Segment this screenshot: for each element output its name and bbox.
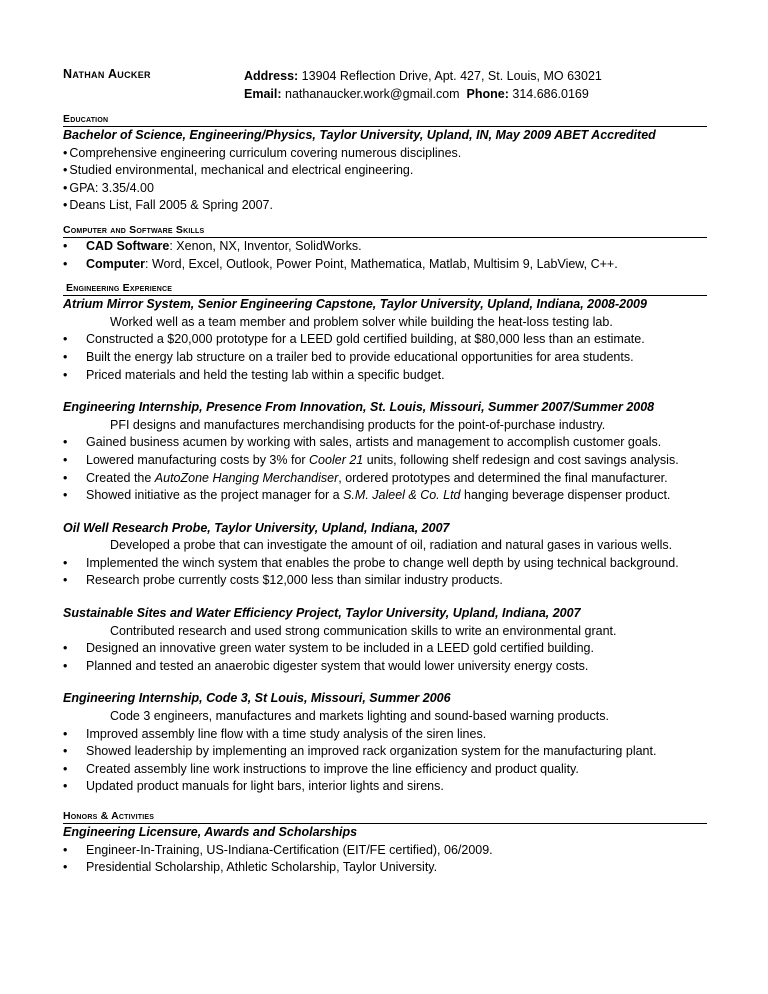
- skill-label: Computer: [86, 256, 146, 271]
- email-label: Email:: [244, 87, 282, 101]
- honors-heading: Engineering Licensure, Awards and Scholarships: [63, 825, 358, 839]
- bullet-icon: •: [63, 180, 68, 195]
- bullet-icon: •: [63, 779, 68, 794]
- list-item: • Showed leadership by implementing an improved rack organization system for the manufacturing plant.: [63, 743, 707, 761]
- list-item: • Planned and tested an anaerobic digester system that would lower university energy costs.: [63, 658, 707, 676]
- skills-title: Computer and Software Skills: [63, 224, 707, 238]
- job-entry: [63, 399, 707, 505]
- job-heading: Engineering Internship, Code 3, St Louis, Missouri, Summer 2006: [63, 691, 451, 706]
- honors-section: [63, 810, 707, 877]
- bullet-icon: •: [63, 641, 68, 656]
- job-entry: [63, 296, 707, 384]
- candidate-name: Nathan Aucker: [63, 67, 151, 81]
- list-item: [63, 238, 707, 256]
- bullet-icon: •: [63, 470, 68, 485]
- phone-label: Phone:: [466, 87, 509, 101]
- bullet-icon: •: [63, 842, 68, 857]
- education-section: [63, 113, 707, 215]
- list-item: • Created assembly line work instructions to improve the line efficiency and product quality.: [63, 761, 707, 779]
- bullet-icon: •: [63, 435, 68, 450]
- skills-section: [63, 224, 707, 273]
- list-item: • Gained business acumen by working with sales, artists and management to accomplish customer goals.: [63, 434, 707, 452]
- skill-text: : Word, Excel, Outlook, Power Point, Mathematica, Matlab, Multisim 9, LabView, C++.: [145, 256, 618, 271]
- list-item: [63, 256, 707, 274]
- bullet-icon: •: [63, 163, 68, 178]
- list-item: • Lowered manufacturing costs by 3% for Cooler 21 units, following shelf redesign and cost savings analysis.: [63, 452, 707, 470]
- list-item: • Deans List, Fall 2005 & Spring 2007.: [63, 198, 273, 213]
- contact-block: [244, 67, 602, 103]
- job-description: PFI designs and manufactures merchandising products for the point-of-purchase industry.: [110, 417, 606, 432]
- education-title: Education: [63, 113, 707, 127]
- bullet-icon: •: [63, 198, 68, 213]
- job-entry: [63, 690, 707, 796]
- list-item: • Designed an innovative green water system to be included in a LEED gold certified building.: [63, 640, 707, 658]
- bullet-icon: •: [63, 367, 68, 382]
- address-line: [244, 67, 602, 85]
- bullet-icon: •: [63, 452, 68, 467]
- address-label: Address:: [244, 69, 299, 83]
- list-item: • Research probe currently costs $12,000 less than similar industry products.: [63, 572, 707, 590]
- resume-header: [63, 66, 707, 112]
- list-item: • Comprehensive engineering curriculum covering numerous disciplines.: [63, 145, 462, 160]
- job-entry: [63, 605, 707, 675]
- job-description: Contributed research and used strong communication skills to write an environmental grant.: [110, 623, 617, 638]
- job-heading: Engineering Internship, Presence From Innovation, St. Louis, Missouri, Summer 2007/Summer 2008: [63, 400, 655, 415]
- list-item: • Presidential Scholarship, Athletic Scholarship, Taylor University.: [63, 859, 707, 877]
- job-description: Code 3 engineers, manufactures and markets lighting and sound-based warning products.: [110, 709, 609, 724]
- experience-section: [63, 282, 707, 796]
- bullet-icon: •: [63, 573, 68, 588]
- job-description: Worked well as a team member and problem solver while building the heat-loss testing lab.: [110, 314, 613, 329]
- bullet-icon: •: [63, 658, 68, 673]
- experience-title: Engineering Experience: [63, 282, 707, 296]
- job-description: Developed a probe that can investigate the amount of oil, radiation and natural gases in various wells.: [110, 538, 673, 553]
- skill-text: : Xenon, NX, Inventor, SolidWorks.: [169, 238, 362, 253]
- bullet-icon: •: [63, 238, 68, 253]
- job-entry: [63, 520, 707, 590]
- skill-label: CAD Software: [86, 238, 170, 253]
- bullet-icon: •: [63, 145, 68, 160]
- job-heading: Oil Well Research Probe, Taylor University, Upland, Indiana, 2007: [63, 520, 450, 535]
- list-item: • Showed initiative as the project manager for a S.M. Jaleel & Co. Ltd hanging beverage dispenser product.: [63, 487, 707, 505]
- email-phone-line: [244, 85, 602, 103]
- list-item: • Updated product manuals for light bars, interior lights and sirens.: [63, 778, 707, 796]
- degree-heading: Bachelor of Science, Engineering/Physics, Taylor University, Upland, IN, May 2009 ABET Accredited: [63, 128, 656, 142]
- honors-title: Honors & Activities: [63, 810, 707, 824]
- bullet-icon: •: [63, 488, 68, 503]
- list-item: • Constructed a $20,000 prototype for a LEED gold certified building, at $80,000 less than an estimate.: [63, 331, 707, 349]
- job-heading: Atrium Mirror System, Senior Engineering Capstone, Taylor University, Upland, Indiana, 2008-2009: [63, 297, 647, 312]
- address-value: 13904 Reflection Drive, Apt. 427, St. Louis, MO 63021: [301, 69, 602, 83]
- list-item: • Created the AutoZone Hanging Merchandiser, ordered prototypes and determined the final manufacturer.: [63, 470, 707, 488]
- list-item: • Built the energy lab structure on a trailer bed to provide educational opportunities for area students.: [63, 349, 707, 367]
- list-item: • Priced materials and held the testing lab within a specific budget.: [63, 367, 707, 385]
- bullet-icon: •: [63, 744, 68, 759]
- bullet-icon: •: [63, 349, 68, 364]
- list-item: • Studied environmental, mechanical and electrical engineering.: [63, 163, 414, 178]
- list-item: • Engineer-In-Training, US-Indiana-Certification (EIT/FE certified), 06/2009.: [63, 842, 707, 860]
- list-item: • GPA: 3.35/4.00: [63, 180, 154, 195]
- resume-page: [63, 66, 707, 886]
- bullet-icon: •: [63, 726, 68, 741]
- email-value: nathanaucker.work@gmail.com: [285, 87, 460, 101]
- phone-value: 314.686.0169: [512, 87, 589, 101]
- bullet-icon: •: [63, 761, 68, 776]
- list-item: • Improved assembly line flow with a time study analysis of the siren lines.: [63, 726, 707, 744]
- bullet-icon: •: [63, 332, 68, 347]
- bullet-icon: •: [63, 555, 68, 570]
- bullet-icon: •: [63, 860, 68, 875]
- list-item: • Implemented the winch system that enables the probe to change well depth by using technical background.: [63, 555, 707, 573]
- bullet-icon: •: [63, 256, 68, 271]
- job-heading: Sustainable Sites and Water Efficiency Project, Taylor University, Upland, Indiana, 2007: [63, 606, 581, 621]
